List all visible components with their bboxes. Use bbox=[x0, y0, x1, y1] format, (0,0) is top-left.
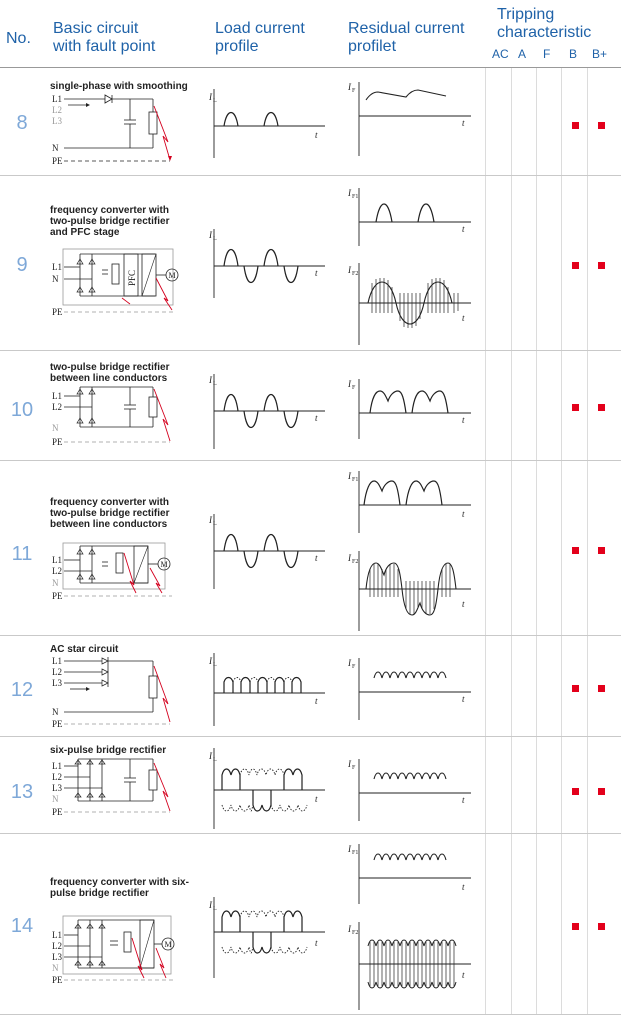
row-divider bbox=[0, 1014, 621, 1015]
residual-current-plot-1 bbox=[346, 842, 476, 906]
mark-b bbox=[572, 923, 579, 930]
row-9 bbox=[0, 176, 621, 350]
svg-text:t: t bbox=[462, 415, 465, 425]
mark-bplus bbox=[598, 547, 605, 554]
svg-text:PE: PE bbox=[52, 807, 63, 817]
svg-text:L: L bbox=[213, 381, 217, 387]
svg-text:t: t bbox=[315, 696, 318, 706]
svg-text:t: t bbox=[462, 970, 465, 980]
circuit-diagram bbox=[50, 246, 215, 341]
residual-current-plot-1 bbox=[346, 469, 476, 535]
row-12 bbox=[0, 636, 621, 736]
svg-text:I: I bbox=[209, 900, 212, 910]
mark-bplus bbox=[598, 262, 605, 269]
svg-text:L2: L2 bbox=[52, 566, 62, 576]
residual-current-plot bbox=[346, 757, 476, 823]
mark-b bbox=[572, 404, 579, 411]
svg-text:L: L bbox=[213, 757, 217, 763]
row-8 bbox=[0, 68, 621, 175]
svg-text:t: t bbox=[315, 413, 318, 423]
row-number: 9 bbox=[16, 254, 28, 276]
circuit-diagram bbox=[50, 757, 215, 833]
svg-text:I: I bbox=[209, 230, 212, 240]
load-current-plot bbox=[207, 511, 327, 591]
load-current-plot bbox=[207, 371, 327, 451]
svg-text:PE: PE bbox=[52, 437, 63, 447]
circuit-title: AC star circuit bbox=[50, 644, 119, 655]
svg-text:L2: L2 bbox=[52, 941, 62, 951]
svg-text:L1: L1 bbox=[52, 930, 62, 940]
svg-text:I: I bbox=[348, 265, 351, 275]
svg-text:F2: F2 bbox=[352, 930, 359, 936]
mark-b bbox=[572, 685, 579, 692]
circuit-title: single-phase with smoothing bbox=[50, 81, 188, 92]
type-ac: AC bbox=[492, 47, 509, 61]
svg-text:I: I bbox=[348, 188, 351, 198]
svg-text:L2: L2 bbox=[52, 402, 62, 412]
svg-text:t: t bbox=[462, 882, 465, 892]
svg-text:t: t bbox=[462, 694, 465, 704]
type-f: F bbox=[543, 47, 551, 61]
svg-text:N: N bbox=[52, 274, 59, 284]
svg-text:L: L bbox=[213, 521, 217, 527]
svg-text:F2: F2 bbox=[352, 271, 359, 277]
svg-text:t: t bbox=[315, 130, 318, 140]
svg-text:M: M bbox=[164, 940, 172, 949]
residual-current-plot-2 bbox=[346, 920, 476, 1012]
residual-current-plot bbox=[346, 80, 476, 160]
header-load: Load current profile bbox=[215, 20, 305, 55]
svg-text:F1: F1 bbox=[352, 850, 359, 856]
svg-text:I: I bbox=[209, 656, 212, 666]
svg-text:L1: L1 bbox=[52, 94, 62, 104]
svg-text:F: F bbox=[352, 385, 356, 391]
circuit-diagram bbox=[50, 908, 215, 994]
circuit-title: frequency converter with two-pulse bridge rectifier between line conductors bbox=[50, 497, 170, 530]
svg-text:t: t bbox=[315, 794, 318, 804]
mark-bplus bbox=[598, 122, 605, 129]
mark-b bbox=[572, 262, 579, 269]
svg-text:I: I bbox=[348, 658, 351, 668]
header-no: No. bbox=[6, 30, 31, 47]
svg-text:t: t bbox=[315, 268, 318, 278]
svg-text:I: I bbox=[348, 379, 351, 389]
svg-text:I: I bbox=[348, 82, 351, 92]
row-13 bbox=[0, 737, 621, 833]
type-bplus: B+ bbox=[592, 47, 608, 61]
row-number: 10 bbox=[10, 399, 34, 421]
circuit-diagram bbox=[50, 92, 215, 172]
header-residual: Residual current profilet bbox=[348, 20, 465, 55]
svg-text:M: M bbox=[168, 271, 176, 280]
load-current-plot bbox=[207, 745, 327, 831]
mark-bplus bbox=[598, 788, 605, 795]
type-a: A bbox=[518, 47, 527, 61]
svg-text:N: N bbox=[52, 578, 59, 588]
header-tripping: Tripping characteristic bbox=[497, 6, 592, 41]
svg-text:t: t bbox=[315, 938, 318, 948]
svg-text:L: L bbox=[213, 236, 217, 242]
row-11 bbox=[0, 461, 621, 635]
mark-b bbox=[572, 547, 579, 554]
svg-text:L: L bbox=[213, 906, 217, 912]
svg-text:I: I bbox=[209, 92, 212, 102]
row-number: 14 bbox=[10, 915, 34, 937]
svg-text:N: N bbox=[52, 707, 59, 717]
circuit-diagram bbox=[50, 654, 215, 734]
mark-bplus bbox=[598, 404, 605, 411]
svg-text:L1: L1 bbox=[52, 761, 62, 771]
svg-text:L1: L1 bbox=[52, 656, 62, 666]
svg-text:PE: PE bbox=[52, 719, 63, 729]
load-current-plot bbox=[207, 226, 327, 301]
svg-text:N: N bbox=[52, 143, 59, 153]
type-b: B bbox=[569, 47, 578, 61]
svg-text:L1: L1 bbox=[52, 262, 62, 272]
row-number: 11 bbox=[11, 543, 33, 565]
svg-text:L3: L3 bbox=[52, 783, 62, 793]
svg-text:L3: L3 bbox=[52, 116, 62, 126]
mark-bplus bbox=[598, 923, 605, 930]
residual-current-plot-2 bbox=[346, 549, 476, 633]
residual-current-plot-1 bbox=[346, 186, 476, 248]
svg-text:L2: L2 bbox=[52, 667, 62, 677]
circuit-diagram bbox=[50, 385, 215, 457]
svg-text:F1: F1 bbox=[352, 194, 359, 200]
svg-text:PE: PE bbox=[52, 975, 63, 985]
residual-current-plot bbox=[346, 656, 476, 722]
svg-text:I: I bbox=[348, 924, 351, 934]
svg-text:PE: PE bbox=[52, 591, 63, 601]
row-number: 12 bbox=[10, 679, 34, 701]
header-circuit: Basic circuit with fault point bbox=[53, 20, 156, 55]
svg-text:M: M bbox=[160, 560, 168, 569]
svg-text:L2: L2 bbox=[52, 105, 62, 115]
svg-text:L: L bbox=[213, 98, 217, 104]
load-current-plot bbox=[207, 86, 327, 161]
svg-text:t: t bbox=[462, 118, 465, 128]
mark-b bbox=[572, 122, 579, 129]
svg-text:F: F bbox=[352, 88, 356, 94]
svg-text:I: I bbox=[348, 471, 351, 481]
circuit-title: two-pulse bridge rectifier between line conductors bbox=[50, 362, 170, 384]
svg-text:t: t bbox=[462, 509, 465, 519]
svg-text:L1: L1 bbox=[52, 391, 62, 401]
residual-current-plot-2 bbox=[346, 261, 476, 346]
svg-text:t: t bbox=[315, 553, 318, 563]
svg-text:F: F bbox=[352, 765, 356, 771]
circuit-title: six-pulse bridge rectifier bbox=[50, 745, 167, 756]
svg-text:F: F bbox=[352, 664, 356, 670]
svg-text:t: t bbox=[462, 313, 465, 323]
mark-bplus bbox=[598, 685, 605, 692]
circuit-title: frequency converter with six-pulse bridge rectifier bbox=[50, 877, 189, 899]
svg-text:I: I bbox=[348, 759, 351, 769]
svg-text:PFC: PFC bbox=[127, 269, 137, 286]
svg-text:L3: L3 bbox=[52, 678, 62, 688]
svg-text:PE: PE bbox=[52, 307, 63, 317]
svg-text:I: I bbox=[209, 375, 212, 385]
row-14 bbox=[0, 834, 621, 1014]
residual-current-plot bbox=[346, 377, 476, 441]
svg-text:I: I bbox=[348, 553, 351, 563]
mark-b bbox=[572, 788, 579, 795]
svg-text:I: I bbox=[209, 751, 212, 761]
svg-text:I: I bbox=[348, 844, 351, 854]
svg-text:F1: F1 bbox=[352, 477, 359, 483]
load-current-plot bbox=[207, 650, 327, 730]
svg-text:L3: L3 bbox=[52, 952, 62, 962]
row-number: 13 bbox=[10, 781, 34, 803]
svg-text:t: t bbox=[462, 599, 465, 609]
svg-text:t: t bbox=[462, 795, 465, 805]
svg-text:L: L bbox=[213, 662, 217, 668]
row-10 bbox=[0, 351, 621, 460]
svg-text:N: N bbox=[52, 794, 59, 804]
svg-text:N: N bbox=[52, 423, 59, 433]
load-current-plot bbox=[207, 894, 327, 980]
svg-text:t: t bbox=[462, 224, 465, 234]
svg-text:L2: L2 bbox=[52, 772, 62, 782]
svg-text:PE: PE bbox=[52, 156, 63, 166]
row-number: 8 bbox=[16, 112, 28, 134]
svg-text:F2: F2 bbox=[352, 559, 359, 565]
circuit-title: frequency converter with two-pulse bridge rectifier and PFC stage bbox=[50, 205, 170, 238]
svg-text:L1: L1 bbox=[52, 555, 62, 565]
svg-text:I: I bbox=[209, 515, 212, 525]
circuit-diagram bbox=[50, 541, 215, 631]
svg-text:N: N bbox=[52, 963, 59, 973]
